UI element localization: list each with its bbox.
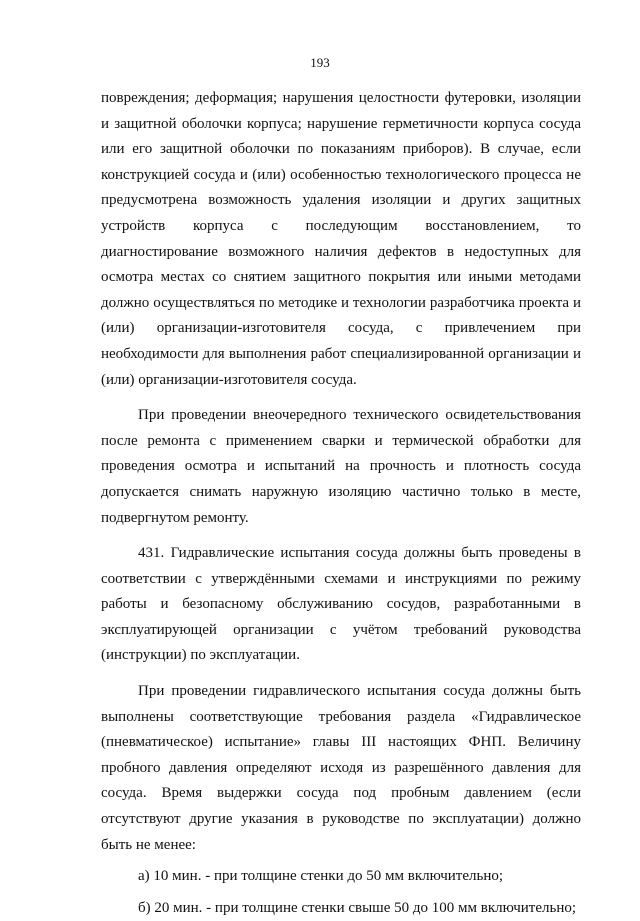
paragraph-hydraulic-test-requirements: При проведении гидравлического испытания сосуда должны быть выполнены соответствующие требования раздела «Гидравлическое (пневматическое) испытание» главы III настоящих ФНП. Величину пробного давления определяют исходя из разрешённого давления для сосуда. Время выдержки сосуда под пробным давлением (если отсутствуют другие указания в руководстве по эксплуатации) должно быть не менее: xyxy=(101,683,581,853)
document-body xyxy=(101,86,581,921)
page-number: 193 xyxy=(310,55,330,70)
list-item-a: а) 10 мин. - при толщине стенки до 50 мм включительно; xyxy=(138,868,504,885)
paragraph-continuation: повреждения; деформация; нарушения целостности футеровки, изоляции и защитной оболочки корпуса; нарушение герметичности корпуса сосуда или его защитной оболочки по показаниям приборов). В случае, если конструкцией сосуда и (или) особенностью технологического процесса не предусмотрена возможность удаления изоляции и других защитных устройств корпуса с последующим восстановлением, то диагностирование возможного наличия дефектов в недоступных для осмотра местах со снятием защитного покрытия или иными методами должно осуществляться по методике и технологии разработчика проекта и (или) организации-изготовителя сосуда, с привлечением при необходимости для выполнения работ специализированной организации и (или) организации-изготовителя сосуда. xyxy=(101,90,581,388)
paragraph-431-hydraulic-tests: 431. Гидравлические испытания сосуда должны быть проведены в соответствии с утверждёнными схемами и инструкциями по режиму работы и безопасному обслуживанию сосудов, разработанными в эксплуатирующей организации с учётом требований руководства (инструкции) по эксплуатации. xyxy=(101,545,581,664)
paragraph-extraordinary-inspection: При проведении внеочередного технического освидетельствования после ремонта с применением сварки и термической обработки для проведения осмотра и испытаний на прочность и плотность сосуда допускается снимать наружную изоляцию частично только в месте, подвергнутом ремонту. xyxy=(101,407,581,526)
list-item-b: б) 20 мин. - при толщине стенки свыше 50 до 100 мм включительно; xyxy=(138,899,577,916)
